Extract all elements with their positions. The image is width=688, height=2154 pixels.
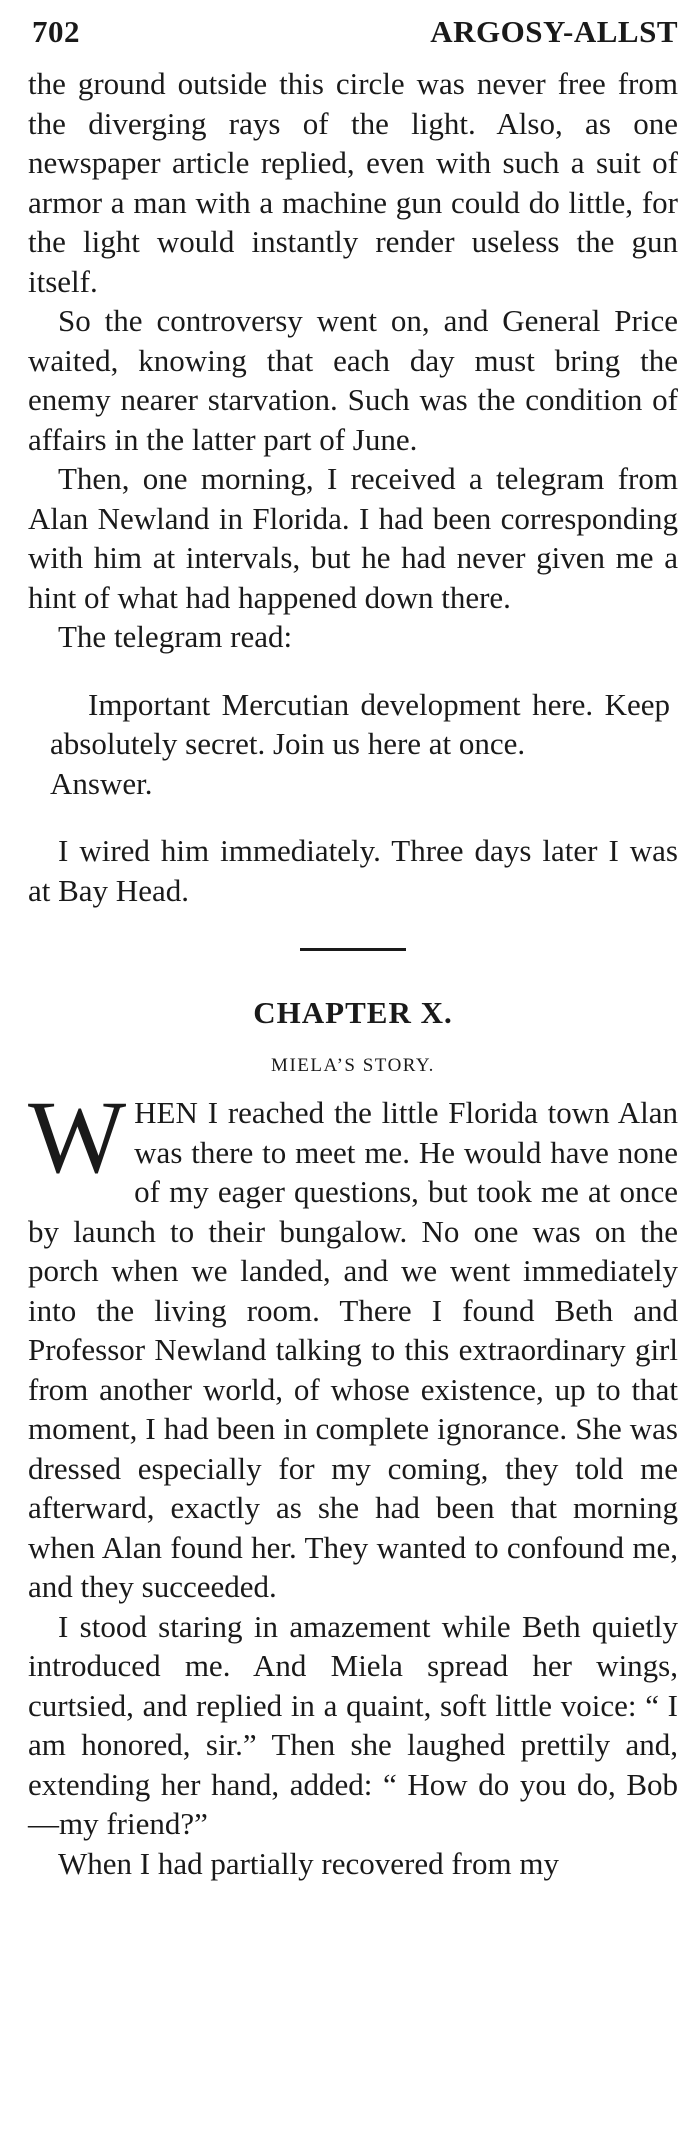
drop-cap: W xyxy=(28,1080,127,1195)
running-title: ARGOSY-ALLST xyxy=(430,14,678,49)
paragraph-chapter-opening xyxy=(28,1080,678,1607)
telegram-message: Important Mercutian development here. Keep absolutely secret. Join us here at once. xyxy=(50,686,670,761)
chapter-title: CHAPTER X. xyxy=(253,995,453,1030)
chapter-subtitle: MIELA’S STORY. xyxy=(271,1055,435,1076)
page-number: 702 xyxy=(32,14,80,49)
paragraph-telegram-intro: The telegram read: xyxy=(58,619,293,654)
running-header xyxy=(28,14,678,54)
body-text xyxy=(28,64,678,1883)
paragraph-miela-greeting: I stood staring in amazement while Beth quietly introduced me. And Miela spread her wings, curtsied, and replied in a quaint, soft little voice: “ I am honored, sir.” Then she laughed prettily and, extending her hand, added: “ How do you do, Bob—my friend?” xyxy=(28,1608,678,1841)
chapter-opening-text: HEN I reached the little Florida town Alan was there to meet me. He would have none of my eager questions, but took me at once by launch to their bungalow. No one was on the porch when we landed, and we went immediately into the living room. There I found Beth and Professor Newland talking to this extraordinary girl from another world, of whose existence, up to that moment, I had been in complete ignorance. She was dressed especially for my coming, they told me afterward, exactly as she had been that morning when Alan found her. They wanted to confound me, and they succeeded. xyxy=(28,1095,678,1604)
paragraph-recovered: When I had partially recovered from my xyxy=(58,1845,559,1881)
telegram-answer: Answer. xyxy=(50,765,153,801)
paragraph-telegram-received: Then, one morning, I received a telegram from Alan Newland in Florida. I had been corresponding with him at intervals, but he had never given me a hint of what had happened down there. xyxy=(28,461,678,615)
telegram-quote xyxy=(50,685,670,804)
page xyxy=(28,14,678,1883)
paragraph-wired: I wired him immediately. Three days later I was at Bay Head. xyxy=(28,833,678,908)
paragraph-controversy: So the controversy went on, and General Price waited, knowing that each day must bring the enemy nearer starvation. Such was the condition of affairs in the latter part of June. xyxy=(28,303,678,457)
section-divider xyxy=(300,948,406,951)
paragraph-continued: the ground outside this circle was never free from the diverging rays of the light. Also, as one newspaper article replied, even with such a suit of armor a man with a machine gun could do little, for the light would instantly render useless the gun itself. xyxy=(28,66,678,299)
